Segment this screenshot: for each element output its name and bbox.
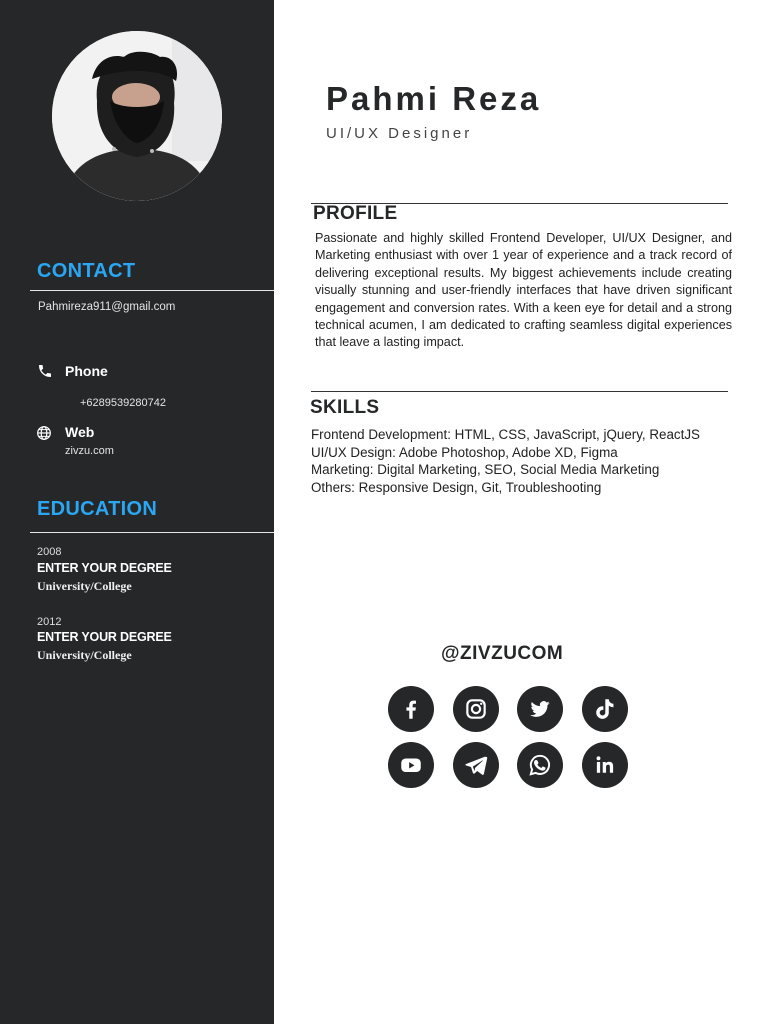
profile-heading: PROFILE — [313, 203, 398, 224]
phone-value[interactable]: +6289539280742 — [80, 397, 166, 409]
youtube-icon — [398, 752, 424, 778]
email-link[interactable]: Pahmireza911@gmail.com — [38, 301, 176, 313]
education-divider — [30, 532, 274, 533]
telegram-icon — [463, 752, 489, 778]
instagram-icon — [463, 696, 489, 722]
skill-item: UI/UX Design: Adobe Photoshop, Adobe XD, Figma — [311, 444, 618, 460]
profile-photo — [52, 31, 222, 201]
twitter-icon — [527, 696, 553, 722]
tiktok-button[interactable] — [582, 686, 628, 732]
profile-text: Passionate and highly skilled Frontend Developer, UI/UX Designer, and Marketing enthusiast with over 1 year of experience and a track record of delivering exceptional results. My biggest achievements include creating visually stunning and user-friendly interfaces that have driven significant engagement and conversion rates. With a keen eye for detail and a strong technical acumen, I am dedicated to crafting seamless digital experiences that leave a lasting impact. — [315, 231, 732, 350]
whatsapp-icon — [527, 752, 553, 778]
education-degree: ENTER YOUR DEGREE — [37, 630, 172, 644]
facebook-button[interactable] — [388, 686, 434, 732]
skill-item: Marketing: Digital Marketing, SEO, Social Media Marketing — [311, 462, 660, 478]
youtube-button[interactable] — [388, 742, 434, 788]
person-name: Pahmi Reza — [326, 80, 542, 117]
job-title: UI/UX Designer — [326, 125, 473, 142]
skill-item: Frontend Development: HTML, CSS, JavaScript, jQuery, ReactJS — [311, 427, 700, 442]
education-school: University/College — [37, 648, 132, 662]
facebook-icon — [398, 696, 424, 722]
contact-divider — [30, 290, 274, 291]
education-school: University/College — [37, 579, 132, 593]
skills-list — [311, 426, 751, 496]
linkedin-button[interactable] — [582, 742, 628, 788]
linkedin-icon — [592, 752, 618, 778]
globe-icon — [36, 425, 52, 441]
contact-heading: CONTACT — [37, 260, 136, 282]
web-label: Web — [65, 424, 95, 440]
education-year: 2008 — [37, 546, 62, 558]
phone-icon — [37, 363, 53, 379]
social-handle: @ZIVZUCOM — [441, 643, 564, 664]
education-degree: ENTER YOUR DEGREE — [37, 561, 172, 575]
tiktok-icon — [592, 696, 618, 722]
whatsapp-button[interactable] — [517, 742, 563, 788]
telegram-button[interactable] — [453, 742, 499, 788]
profile-photo-image — [52, 31, 222, 201]
web-link[interactable]: zivzu.com — [65, 445, 114, 457]
instagram-button[interactable] — [453, 686, 499, 732]
skills-heading: SKILLS — [310, 397, 380, 418]
sidebar — [0, 0, 274, 1024]
phone-label: Phone — [65, 363, 108, 379]
skill-item: Others: Responsive Design, Git, Troubleshooting — [311, 479, 602, 495]
skills-divider — [311, 391, 728, 392]
education-year: 2012 — [37, 616, 62, 628]
education-heading: EDUCATION — [37, 498, 158, 520]
twitter-button[interactable] — [517, 686, 563, 732]
